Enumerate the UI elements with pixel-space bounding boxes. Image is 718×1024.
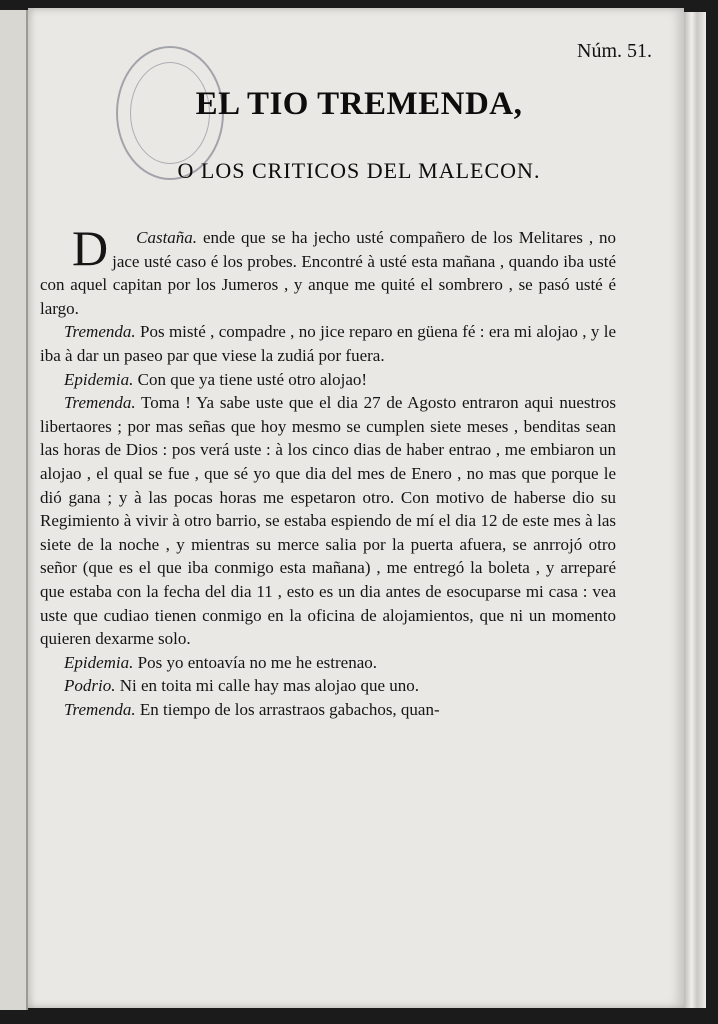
speaker-name: Epidemia. [64,369,134,389]
paragraph-text: En tiempo de los arrastraos gabachos, quan- [139,699,440,719]
paragraph-text: Pos yo entoavía no me he estrenao. [137,652,378,672]
dialogue-paragraph [40,220,616,320]
speaker-name: Castaña. [136,228,198,247]
speaker-name: Epidemia. [64,652,134,672]
dialogue-paragraph [40,674,616,698]
speaker-name: Podrio. [64,676,116,696]
dialogue-paragraph [40,320,616,367]
drop-cap-letter: D [72,220,109,276]
speaker-name: Tremenda. [64,322,136,342]
dialogue-paragraph [40,651,616,675]
dialogue-body [40,220,616,721]
page-subtitle: O LOS CRITICOS DEL MALECON. [177,158,541,183]
dialogue-paragraph [40,368,616,392]
paragraph-text: Toma ! Ya sabe uste que el dia 27 de Agosto entraron aqui nuestros libertaores ; por mas señas que hoy mesmo se cumplen siete meses , benditas sean las horas de Dios : pos verá uste : à los cinco dias de haber entrao , me embiaron un alojao , el qual se fue , que sé yo que dia del mes de Enero , no mas que porque le dió gana ; y à las pocas horas me espetaron otro. Con motivo de haberse dio su Regimiento à vivir à otro barrio, se estaba espiendo de mí el dia 12 de este mes à las siete de la noche , y mientras su merce salia por la puerta afuera, se anrrojó otro señor (que es el que iba conmigo esta mañana) , me entregó la boleta , y arreparé que estaba con la fecha del dia 11 , esto es un dia antes de esocuparse mi casa : vea uste que cudiao tienen conmigo en la oficina de alojamientos, que ni un momento quieren dexarme solo. [40,393,616,649]
issue-number: Núm. 51. [577,40,652,62]
paragraph-text: Pos misté , compadre , no jice reparo en güena fé : era mi alojao , y le iba à dar un paseo par que viese la zudiá por fuera. [40,322,616,365]
paragraph-text: ende que se ha jecho usté compañero de los Melitares , no jace usté caso é los probes. Encontré à usté esta mañana , quando iba usté con aquel capitan por los Jumeros , y anque me quité el sombrero , se pasó usté é largo. [40,228,616,318]
paragraph-text: Con que ya tiene usté otro alojao! [137,369,368,389]
dialogue-paragraph [40,391,616,651]
speaker-name: Tremenda. [64,393,136,413]
dialogue-paragraph [40,698,616,722]
page-title: EL TIO TREMENDA, [195,86,523,122]
speaker-name: Tremenda. [64,699,136,719]
paragraph-text: Ni en toita mi calle hay mas alojao que uno. [119,676,420,696]
